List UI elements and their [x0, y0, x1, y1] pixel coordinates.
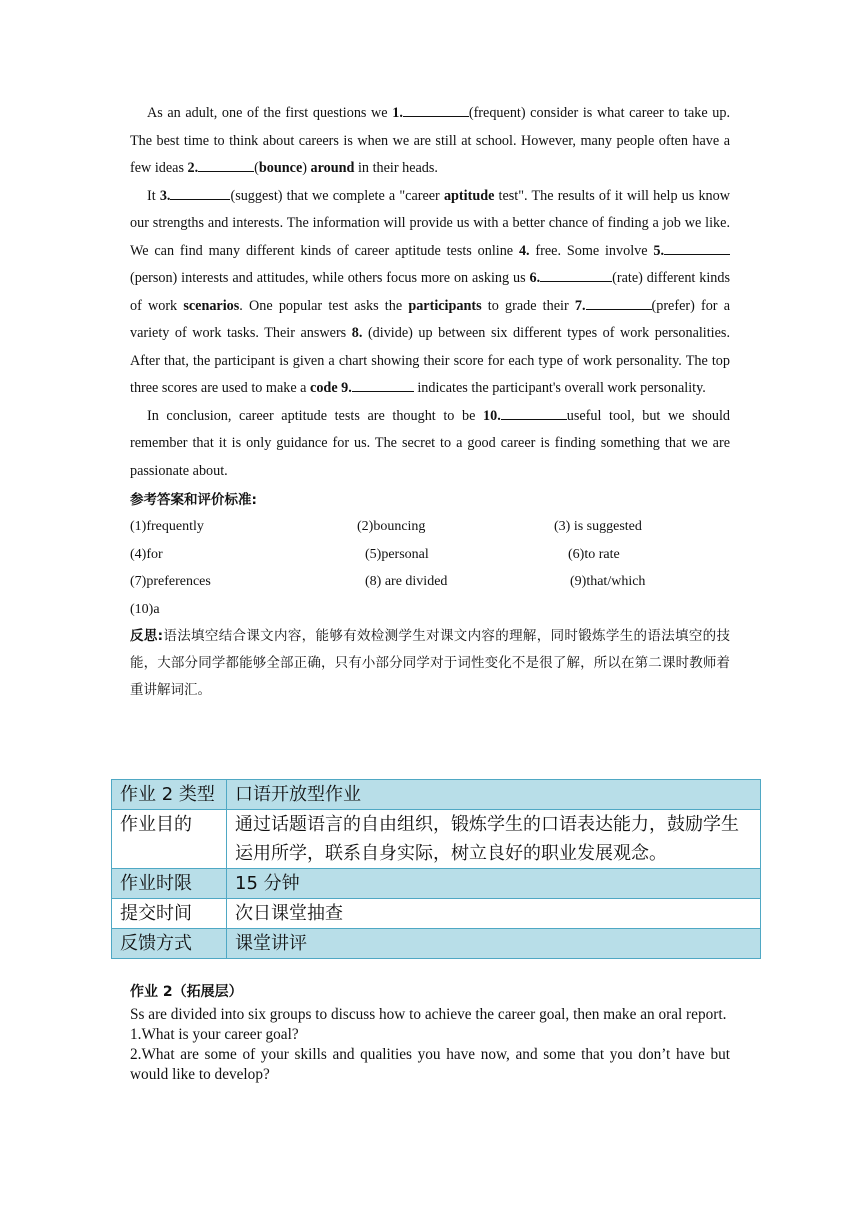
keyword-aptitude: aptitude — [443, 187, 495, 204]
answer-key-list — [130, 513, 730, 623]
answer-item: (9)that/which — [570, 574, 646, 589]
reflection-label: 反思: — [130, 628, 164, 644]
keyword-participants: participants — [408, 297, 482, 314]
answer-item: (8) are divided — [365, 574, 448, 589]
answer-blank-7 — [586, 295, 652, 310]
table-row — [112, 780, 761, 810]
answer-row — [130, 568, 730, 596]
keyword-bounce: bounce — [258, 160, 303, 176]
homework-2-question-1: 1.What is your career goal? — [130, 1026, 299, 1043]
table-key: 作业时限 — [112, 869, 227, 899]
answer-item: (3) is suggested — [554, 519, 642, 534]
homework-2-title: 作业 2（拓展层） — [130, 984, 243, 1000]
reflection-paragraph: 反思:语法填空结合课文内容，能够有效检测学生对课文内容的理解，同时锻炼学生的语法填空的技能，大部分同学都能够全部正确，只有小部分同学对于词性变化不是很了解，所以在第二课时教师着重讲解词汇。 — [130, 628, 730, 698]
answer-blank-2 — [198, 157, 254, 172]
answer-blank-9 — [352, 377, 414, 392]
answer-blank-3 — [170, 185, 230, 200]
answer-blank-6 — [540, 267, 612, 282]
answer-item: (5)personal — [365, 546, 429, 562]
table-row — [112, 929, 761, 959]
table-key: 作业 2 类型 — [112, 780, 227, 810]
table-value: 次日课堂抽查 — [227, 899, 761, 929]
answer-item: (4)for — [130, 546, 163, 562]
answer-blank-10 — [501, 405, 567, 420]
answer-item: (7)preferences — [130, 574, 211, 589]
answer-row — [130, 596, 730, 624]
table-row — [112, 869, 761, 899]
table-row — [112, 899, 761, 929]
table-value: 口语开放型作业 — [227, 780, 761, 810]
blank-number-5: 5. — [653, 242, 665, 259]
keyword-around: around — [310, 160, 355, 176]
answer-blank-5 — [664, 240, 730, 255]
table-key: 作业目的 — [112, 810, 227, 869]
blank-number-9: 9. — [341, 380, 352, 396]
answer-row — [130, 513, 730, 541]
table-row — [112, 810, 761, 869]
blank-number-3: 3. — [159, 187, 171, 204]
answer-item: (2)bouncing — [357, 519, 426, 534]
homework-2-question-2: 2.What are some of your skills and qualities you have now, and some that you don’t have but would like to develop? — [130, 1046, 730, 1083]
table-value: 课堂讲评 — [227, 929, 761, 959]
answer-key-heading: 参考答案和评价标准: — [130, 492, 257, 508]
homework-2-intro: Ss are divided into six groups to discuss how to achieve the career goal, then make an oral report. — [130, 1006, 727, 1023]
answer-item: (10)a — [130, 601, 160, 617]
passage-paragraph-1: As an adult, one of the first questions we 1. (frequent) consider is what career to take up. The best time to think about careers is when we are still at school. However, many people often have a few ideas 2. (bounce) around in their heads. — [130, 100, 730, 183]
answer-item: (1)frequently — [130, 519, 204, 534]
table-key: 提交时间 — [112, 899, 227, 929]
passage-paragraph-3: In conclusion, career aptitude tests are thought to be 10. useful tool, but we should remember that it is only guidance for us. The secret to a good career is finding something that we are passionate about. — [130, 403, 730, 486]
table-key: 反馈方式 — [112, 929, 227, 959]
answer-blank-1 — [403, 102, 469, 117]
keyword-scenarios: scenarios — [183, 297, 240, 314]
answer-row — [130, 541, 730, 569]
homework-2-section — [130, 982, 730, 1085]
blank-number-2: 2. — [187, 160, 199, 176]
blank-number-10: 10. — [483, 407, 501, 424]
blank-number-6: 6. — [529, 270, 541, 286]
keyword-code: code — [310, 380, 338, 396]
table-value: 通过话题语言的自由组织，锻炼学生的口语表达能力，鼓励学生运用所学，联系自身实际，树立良好的职业发展观念。 — [227, 810, 761, 869]
homework-info-table — [111, 779, 761, 959]
answer-item: (6)to rate — [568, 546, 620, 562]
table-value: 15 分钟 — [227, 869, 761, 899]
worksheet-page — [130, 100, 730, 704]
blank-number-7: 7. — [574, 297, 586, 314]
passage-paragraph-2: It 3. (suggest) that we complete a "career aptitude test". The results of it will help us know our strengths and interests. The information will provide us with a better chance of finding a job we like. We can find many different kinds of career aptitude tests online 4. free. Some involve 5.(person) interests and attitudes, while others focus more on asking us 6. (rate) different kinds of work scenarios. One popular test asks the participants to grade their 7. (prefer) for a variety of work tasks. Their answers 8. (divide) up between six different types of work personalities. After that, the participant is given a chart showing their score for each type of work personality. The top three scores are used to make a code 9. indicates the participant's overall work personality. — [130, 183, 730, 403]
blank-number-1: 1. — [392, 105, 403, 121]
blank-number-4: 4. — [518, 242, 530, 259]
blank-number-8: 8. — [351, 325, 363, 341]
